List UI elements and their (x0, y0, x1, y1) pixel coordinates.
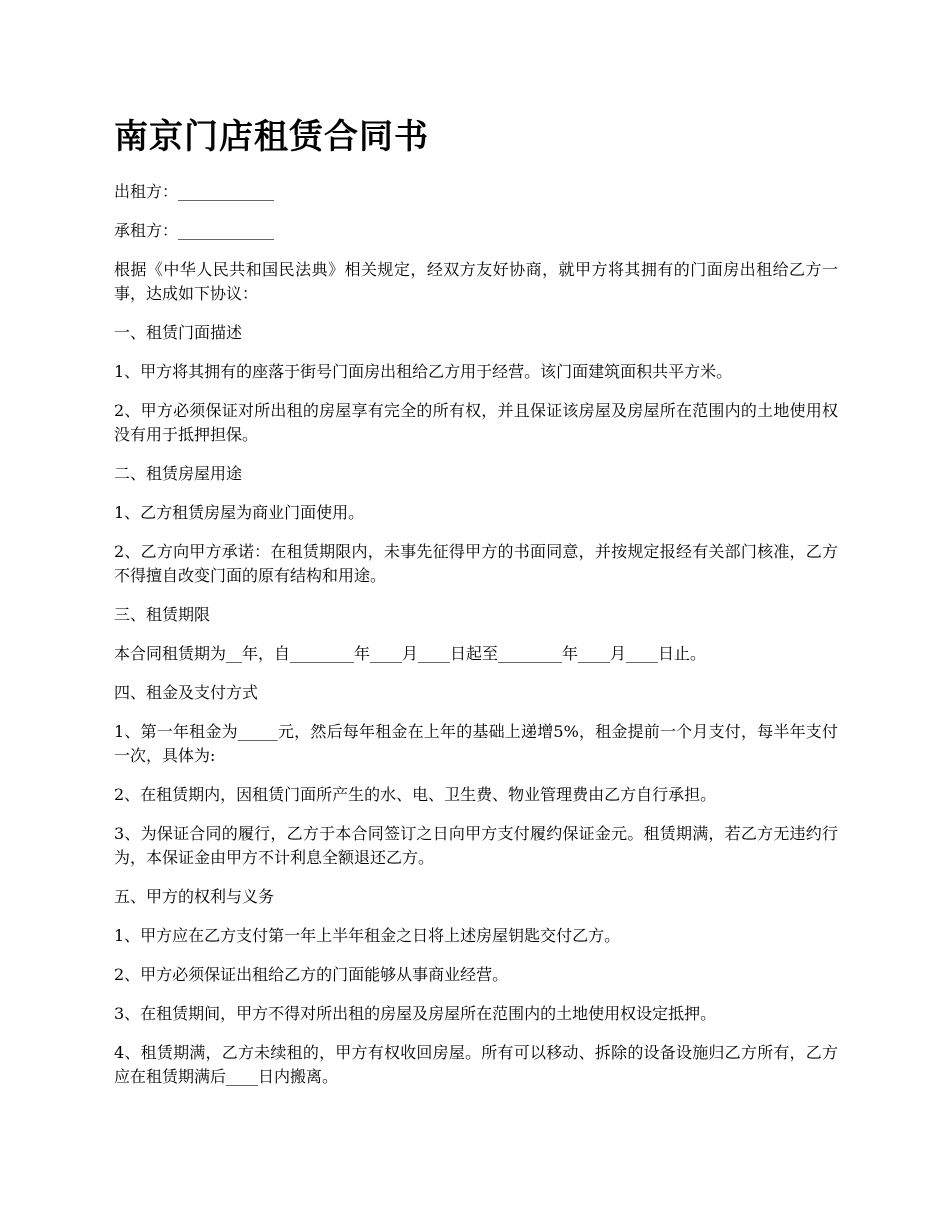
clause-3-term: 本合同租赁期为__年，自________年____月____日起至________年____月____日止。 (114, 644, 707, 663)
clause-1-1: 1、甲方将其拥有的座落于街号门面房出租给乙方用于经营。该门面建筑面积共平方米。 (114, 362, 733, 381)
section-heading-1: 一、租赁门面描述 (114, 323, 243, 342)
clause-2-2: 2、乙方向甲方承诺：在租赁期限内，未事先征得甲方的书面同意，并按规定报经有关部门核准，乙方不得擅自改变门面的原有结构和用途。 (114, 542, 838, 585)
section-heading-2: 二、租赁房屋用途 (114, 464, 243, 483)
clause-4-1: 1、第一年租金为_____元，然后每年租金在上年的基础上递增5%，租金提前一个月支付，每半年支付一次，具体为: (114, 722, 838, 765)
preamble-paragraph: 根据《中华人民共和国民法典》相关规定，经双方友好协商，就甲方将其拥有的门面房出租给乙方一事，达成如下协议： (114, 260, 838, 303)
clause-5-3: 3、在租赁期间，甲方不得对所出租的房屋及房屋所在范围内的土地使用权设定抵押。 (114, 1004, 717, 1023)
clause-5-2: 2、甲方必须保证出租给乙方的门面能够从事商业经营。 (114, 965, 509, 984)
lessor-line: 出租方：____________ (114, 182, 275, 201)
section-heading-3: 三、租赁期限 (114, 605, 211, 624)
document-page (114, 116, 838, 1104)
document-title: 南京门店租赁合同书 (114, 117, 429, 157)
section-heading-5: 五、甲方的权利与义务 (114, 887, 275, 906)
clause-2-1: 1、乙方租赁房屋为商业门面使用。 (114, 503, 365, 522)
clause-5-1: 1、甲方应在乙方支付第一年上半年租金之日将上述房屋钥匙交付乙方。 (114, 926, 621, 945)
clause-4-3: 3、为保证合同的履行，乙方于本合同签订之日向甲方支付履约保证金元。租赁期满，若乙方无违约行为，本保证金由甲方不计利息全额退还乙方。 (114, 824, 838, 867)
section-heading-4: 四、租金及支付方式 (114, 683, 259, 702)
clause-1-2: 2、甲方必须保证对所出租的房屋享有完全的所有权，并且保证该房屋及房屋所在范围内的土地使用权没有用于抵押担保。 (114, 401, 838, 444)
clause-5-4: 4、租赁期满，乙方未续租的，甲方有权收回房屋。所有可以移动、拆除的设备设施归乙方所有，乙方应在租赁期满后____日内搬离。 (114, 1043, 838, 1086)
clause-4-2: 2、在租赁期内，因租赁门面所产生的水、电、卫生费、物业管理费由乙方自行承担。 (114, 785, 717, 804)
lessee-line: 承租方：____________ (114, 221, 275, 240)
